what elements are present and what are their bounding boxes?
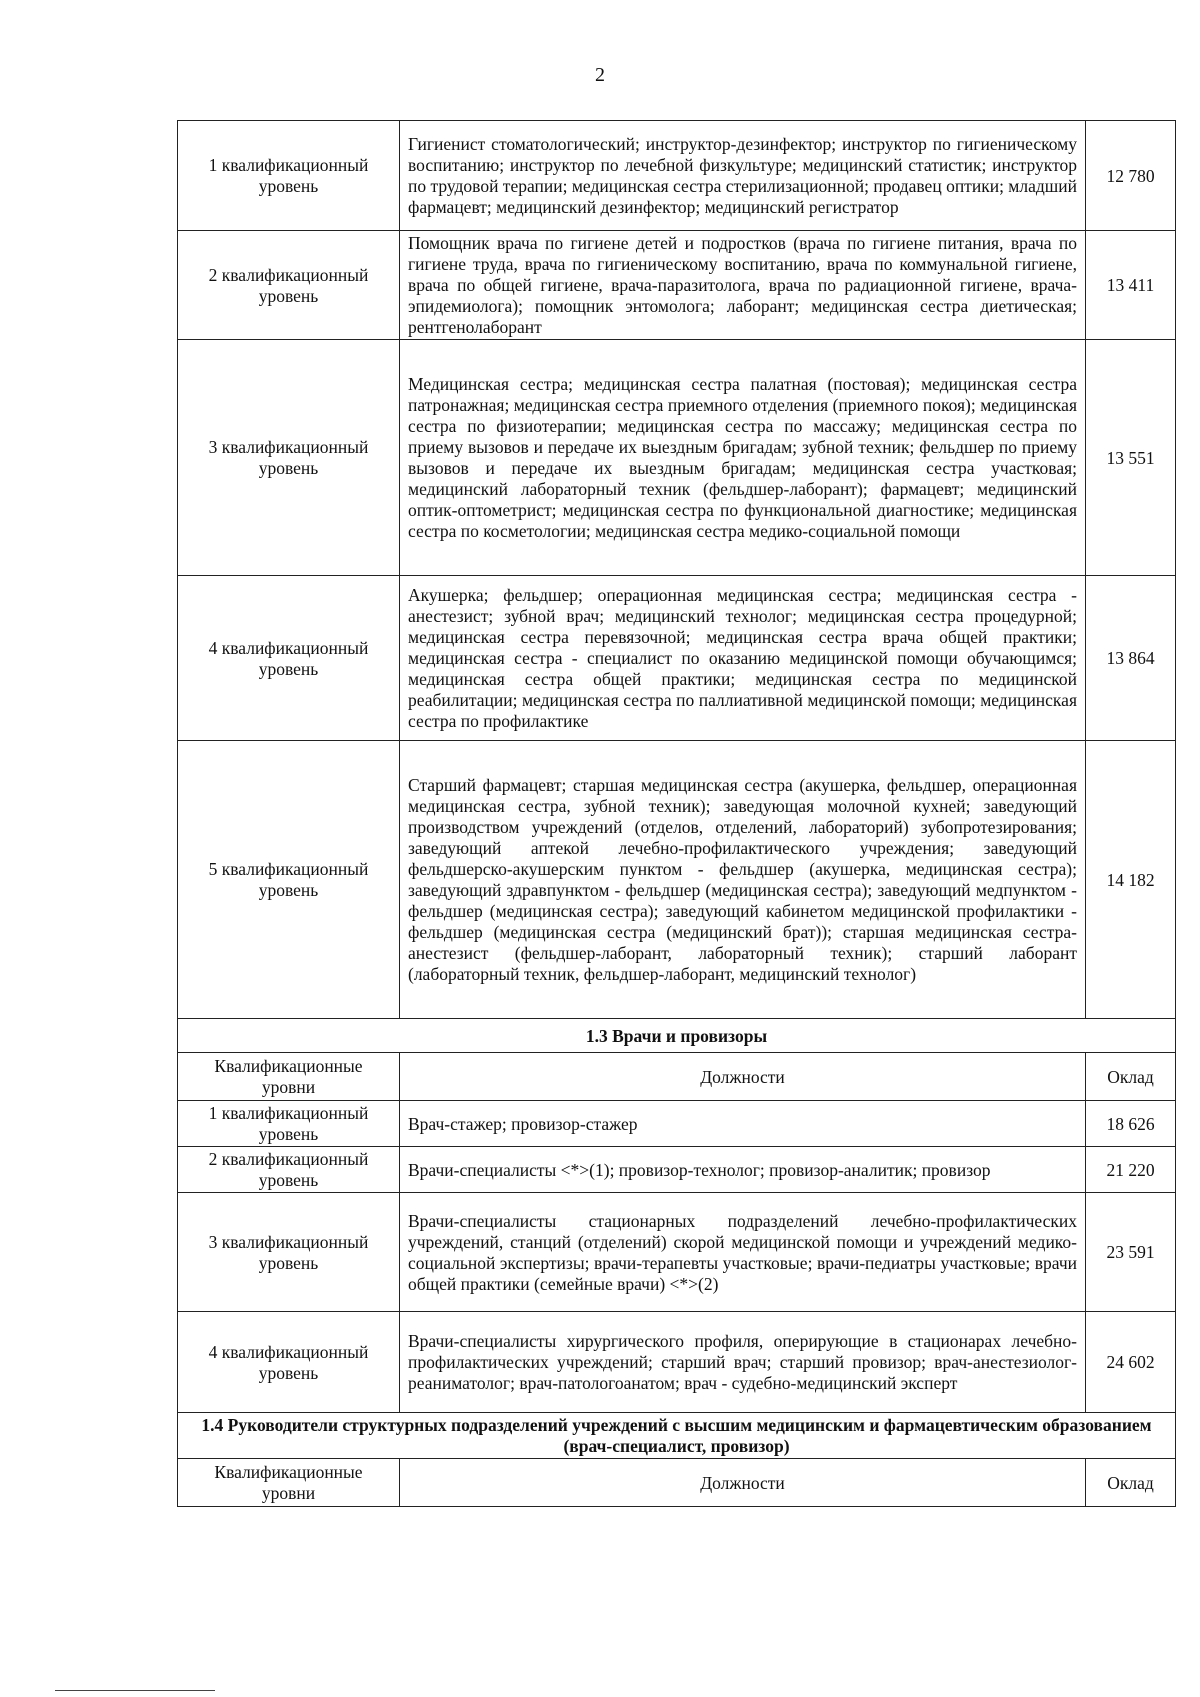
table-row <box>178 1147 1176 1193</box>
level-cell: 1 квалификационный уровень <box>178 1101 400 1147</box>
table-header-row <box>178 1459 1176 1507</box>
salary-cell: 12 780 <box>1086 121 1176 231</box>
level-cell: 3 квалификационный уровень <box>178 1193 400 1312</box>
positions-cell: Гигиенист стоматологический; инструктор-дезинфектор; инструктор по гигиеническому воспитанию; инструктор по лечебной физкультуре; медицинский статистик; инструктор по трудовой терапии; медицинская сестра стерилизационной; продавец оптики; младший фармацевт; медицинский дезинфектор; медицинский регистратор <box>400 121 1086 231</box>
table-row <box>178 121 1176 231</box>
positions-cell: Старший фармацевт; старшая медицинская сестра (акушерка, фельдшер, операционная медицинская сестра, зубной техник); заведующая молочной кухней; заведующий производством учреждений (отделов, отделений, лабораторий) зубопротезирования; заведующий аптекой лечебно-профилактического учреждения; заведующий фельдшерско-акушерским пунктом - фельдшер (акушерка, медицинская сестра); заведующий здравпунктом - фельдшер (медицинская сестра); заведующий медпунктом - фельдшер (медицинская сестра); заведующий кабинетом медицинской профилактики - фельдшер (медицинская сестра (медицинский брат)); старшая медицинская сестра-анестезист (фельдшер-лаборант, лабораторный техник); старший лаборант (лабораторный техник, фельдшер-лаборант, медицинский технолог) <box>400 741 1086 1019</box>
header-salary: Оклад <box>1086 1459 1176 1507</box>
positions-cell: Врач-стажер; провизор-стажер <box>400 1101 1086 1147</box>
level-cell: 3 квалификационный уровень <box>178 340 400 576</box>
footnote-separator <box>55 1690 215 1691</box>
positions-cell: Помощник врача по гигиене детей и подростков (врача по гигиене питания, врача по гигиене труда, врача по гигиеническому воспитанию, врача по коммунальной гигиене, врача по общей гигиене, врача-паразитолога, врача по радиационной гигиене, врача-эпидемиолога); помощник энтомолога; лаборант; медицинская сестра диетическая; рентгенолаборант <box>400 231 1086 340</box>
positions-cell: Врачи-специалисты стационарных подразделений лечебно-профилактических учреждений, станций (отделений) скорой медицинской помощи и учреждений медико-социальной экспертизы; врачи-терапевты участковые; врачи-педиатры участковые; врачи общей практики (семейные врачи) <*>(2) <box>400 1193 1086 1312</box>
header-levels: Квалификационные уровни <box>178 1459 400 1507</box>
salary-cell: 23 591 <box>1086 1193 1176 1312</box>
table-header-row <box>178 1053 1176 1101</box>
header-salary: Оклад <box>1086 1053 1176 1101</box>
table-row <box>178 1101 1176 1147</box>
salary-cell: 13 411 <box>1086 231 1176 340</box>
salary-table <box>177 120 1176 1507</box>
positions-cell: Врачи-специалисты <*>(1); провизор-технолог; провизор-аналитик; провизор <box>400 1147 1086 1193</box>
header-levels: Квалификационные уровни <box>178 1053 400 1101</box>
section-title: 1.4 Руководители структурных подразделений учреждений с высшим медицинским и фармацевтическим образованием (врач-специалист, провизор) <box>178 1413 1176 1459</box>
level-cell: 4 квалификационный уровень <box>178 576 400 741</box>
table-row <box>178 1312 1176 1413</box>
salary-cell: 13 864 <box>1086 576 1176 741</box>
header-positions: Должности <box>400 1053 1086 1101</box>
salary-cell: 24 602 <box>1086 1312 1176 1413</box>
table-row <box>178 1193 1176 1312</box>
section-heading-row <box>178 1019 1176 1053</box>
positions-cell: Врачи-специалисты хирургического профиля, оперирующие в стационарах лечебно-профилактических учреждений; старший врач; старший провизор; врач-анестезиолог-реаниматолог; врач-патологоанатом; врач - судебно-медицинский эксперт <box>400 1312 1086 1413</box>
section-title: 1.3 Врачи и провизоры <box>178 1019 1176 1053</box>
table-row <box>178 741 1176 1019</box>
header-positions: Должности <box>400 1459 1086 1507</box>
level-cell: 2 квалификационный уровень <box>178 1147 400 1193</box>
level-cell: 2 квалификационный уровень <box>178 231 400 340</box>
positions-cell: Акушерка; фельдшер; операционная медицинская сестра; медицинская сестра - анестезист; зубной врач; медицинский технолог; медицинская сестра процедурной; медицинская сестра перевязочной; медицинская сестра врача общей практики; медицинская сестра - специалист по оказанию медицинской помощи обучающимся; медицинская сестра общей практики; медицинская сестра по медицинской реабилитации; медицинская сестра по паллиативной медицинской помощи; медицинская сестра по профилактике <box>400 576 1086 741</box>
level-cell: 4 квалификационный уровень <box>178 1312 400 1413</box>
table-row <box>178 576 1176 741</box>
section-heading-row <box>178 1413 1176 1459</box>
page-number: 2 <box>595 64 605 86</box>
salary-cell: 14 182 <box>1086 741 1176 1019</box>
level-cell: 5 квалификационный уровень <box>178 741 400 1019</box>
positions-cell: Медицинская сестра; медицинская сестра палатная (постовая); медицинская сестра патронажная; медицинская сестра приемного отделения (приемного покоя); медицинская сестра по физиотерапии; медицинская сестра по массажу; медицинская сестра по приему вызовов и передаче их выездным бригадам; зубной техник; фельдшер по приему вызовов и передаче их выездным бригадам; медицинская сестра участковая; медицинский лабораторный техник (фельдшер-лаборант); фармацевт; медицинский оптик-оптометрист; медицинская сестра по функциональной диагностике; медицинская сестра по косметологии; медицинская сестра медико-социальной помощи <box>400 340 1086 576</box>
table-row <box>178 231 1176 340</box>
level-cell: 1 квалификационный уровень <box>178 121 400 231</box>
salary-cell: 18 626 <box>1086 1101 1176 1147</box>
salary-cell: 13 551 <box>1086 340 1176 576</box>
table-row <box>178 340 1176 576</box>
salary-cell: 21 220 <box>1086 1147 1176 1193</box>
